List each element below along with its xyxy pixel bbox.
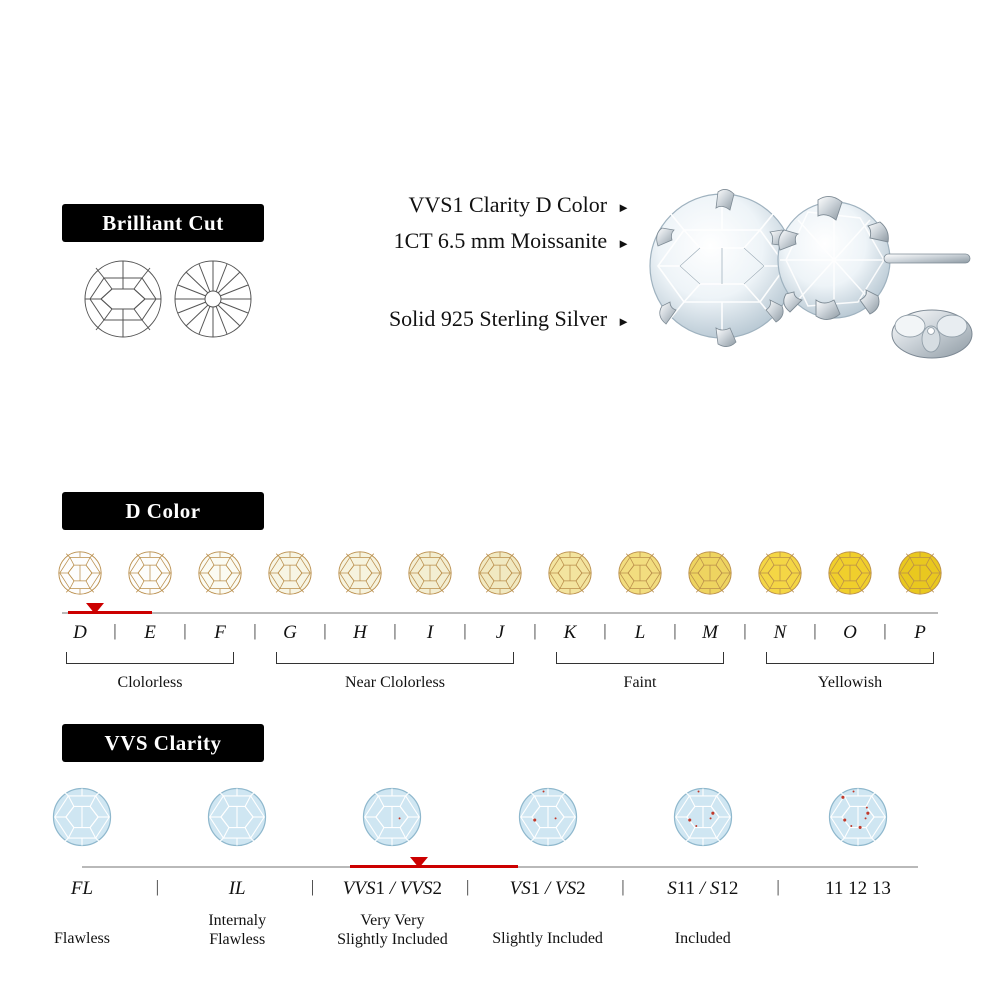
grade-divider: |	[393, 621, 397, 640]
spec-row	[300, 192, 630, 218]
color-group-label: Clolorless	[117, 674, 183, 691]
earring-back	[892, 310, 972, 358]
color-group-bracket	[556, 652, 724, 664]
color-stone	[827, 550, 873, 596]
color-scale-axis	[62, 612, 938, 614]
color-selected-marker	[86, 603, 104, 614]
color-group-label: Faint	[623, 674, 657, 691]
color-stone	[197, 550, 243, 596]
spec-text: VVS1 Clarity D Color	[408, 192, 608, 217]
clarity-stone	[517, 786, 579, 848]
color-stone	[127, 550, 173, 596]
stud-front-view	[650, 189, 794, 346]
color-grade-letter: G	[283, 622, 297, 643]
color-stone	[617, 550, 663, 596]
product-photo-earrings	[622, 186, 982, 402]
color-grade-letter: M	[702, 622, 718, 643]
grade-divider: |	[466, 877, 470, 896]
badge-vvs-clarity: VVS Clarity	[62, 724, 264, 762]
clarity-stone-row	[62, 786, 938, 850]
grade-divider: |	[533, 621, 537, 640]
color-group-label: Near Clolorless	[345, 674, 445, 691]
clarity-stone	[672, 786, 734, 848]
spec-row	[300, 306, 630, 332]
brilliant-cut-diagrams	[82, 258, 254, 340]
color-stone	[407, 550, 453, 596]
clarity-stone	[827, 786, 889, 848]
color-grade-row	[62, 622, 938, 648]
arrow-right-icon: ►	[617, 236, 630, 251]
stud-side-view	[778, 196, 972, 358]
grade-divider: |	[776, 877, 780, 896]
brilliant-cut-top-view-icon	[85, 261, 161, 337]
arrow-right-icon: ►	[617, 314, 630, 329]
grade-divider: |	[813, 621, 817, 640]
clarity-caption: Very Very Slightly Included	[337, 912, 448, 948]
color-grade-letter: L	[634, 622, 646, 643]
grade-divider: |	[113, 621, 117, 640]
color-selected-bar	[68, 611, 152, 614]
spec-row	[300, 228, 630, 254]
grade-divider: |	[310, 877, 315, 896]
grade-divider: |	[183, 621, 187, 640]
color-stone	[267, 550, 313, 596]
color-grade-letter: H	[353, 622, 367, 643]
color-grade-letter: J	[495, 622, 505, 643]
clarity-stone	[361, 786, 423, 848]
color-stone-row	[62, 546, 938, 602]
color-stone	[687, 550, 733, 596]
color-grade-letter: P	[914, 622, 926, 643]
clarity-stone	[206, 786, 268, 848]
color-stone	[547, 550, 593, 596]
grade-divider: |	[621, 877, 625, 896]
grade-divider: |	[323, 621, 327, 640]
clarity-grade-label: 11 12 13	[825, 878, 891, 899]
spec-text: Solid 925 Sterling Silver	[388, 306, 608, 331]
color-grade-letter: K	[563, 622, 577, 643]
color-group-bracket	[66, 652, 234, 664]
clarity-grade-label: IL	[228, 878, 246, 899]
clarity-stone	[51, 786, 113, 848]
clarity-caption: Slightly Included	[492, 930, 603, 947]
clarity-grade-label: S11 / S12	[667, 878, 739, 899]
clarity-caption: Included	[674, 930, 731, 947]
color-grade-letter: O	[843, 622, 857, 643]
grade-divider: |	[673, 621, 677, 640]
color-stone	[897, 550, 943, 596]
color-group-bracket	[766, 652, 934, 664]
color-grade-letter: I	[426, 622, 434, 643]
badge-d-color: D Color	[62, 492, 264, 530]
grade-divider: |	[883, 621, 887, 640]
color-grade-letter: E	[144, 622, 156, 643]
grade-divider: |	[155, 877, 159, 896]
clarity-grade-label: VS1 / VS2	[509, 878, 586, 899]
arrow-right-icon: ►	[617, 200, 630, 215]
clarity-selected-marker	[410, 857, 428, 868]
color-grade-letter: D	[73, 622, 87, 643]
color-group-label: Yellowish	[817, 674, 883, 691]
color-group-bracket	[276, 652, 514, 664]
color-stone	[337, 550, 383, 596]
color-grade-letter: F	[214, 622, 226, 643]
grade-divider: |	[603, 621, 607, 640]
brilliant-cut-facet-view-icon	[175, 261, 251, 337]
clarity-grade-label: VVS1 / VVS2	[342, 878, 442, 899]
clarity-caption: Internaly Flawless	[208, 912, 267, 948]
spec-text: 1CT 6.5 mm Moissanite	[393, 228, 608, 253]
grade-divider: |	[463, 621, 467, 640]
clarity-selected-bar	[350, 865, 518, 868]
grade-divider: |	[743, 621, 747, 640]
color-stone	[757, 550, 803, 596]
color-stone	[477, 550, 523, 596]
badge-brilliant-cut: Brilliant Cut	[62, 204, 264, 242]
clarity-caption: Flawless	[54, 930, 110, 947]
clarity-grade-label: FL	[70, 878, 94, 899]
grade-divider: |	[253, 621, 257, 640]
spec-list	[300, 192, 630, 332]
color-stone	[57, 550, 103, 596]
color-grade-letter: N	[773, 622, 787, 643]
